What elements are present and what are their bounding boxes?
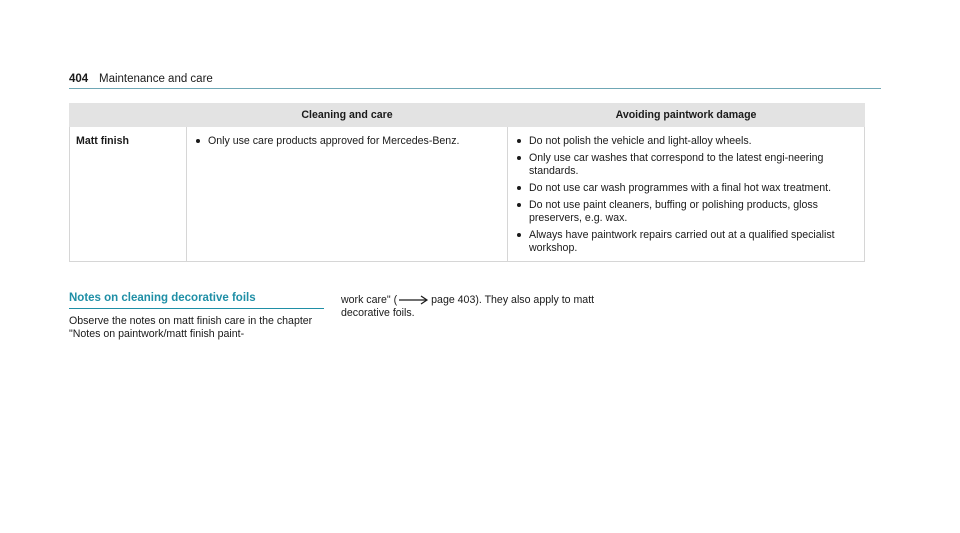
paragraph-text: work care" ( — [341, 294, 398, 306]
avoiding-cell — [508, 127, 865, 262]
page-reference-link[interactable]: page 403). They also apply to matt decorative foils. — [341, 294, 595, 319]
notes-heading: Notes on cleaning decorative foils — [69, 292, 324, 309]
table-header-avoiding: Avoiding paintwork damage — [508, 104, 865, 127]
list-item: Always have paintwork repairs carried out at a qualified specialist workshop. — [514, 229, 858, 255]
table-row — [70, 127, 865, 262]
page-header — [69, 71, 881, 89]
cleaning-cell — [187, 127, 508, 262]
long-right-arrow-icon[interactable] — [399, 295, 429, 305]
row-label-matt-finish: Matt finish — [70, 127, 187, 262]
notes-paragraph-1: Observe the notes on matt finish care in the chapter "Notes on paintwork/matt finish paint- — [69, 315, 313, 340]
list-item: Do not use paint cleaners, buffing or polishing products, gloss preservers, e.g. wax. — [514, 199, 858, 225]
avoiding-list — [514, 135, 858, 255]
cleaning-list — [193, 135, 501, 148]
list-item: Only use car washes that correspond to the latest engi-neering standards. — [514, 152, 858, 178]
table-header-row — [70, 104, 865, 127]
table-header-cleaning: Cleaning and care — [187, 104, 508, 127]
list-item: Do not polish the vehicle and light-alloy wheels. — [514, 135, 858, 148]
care-table — [69, 103, 865, 262]
page-number: 404 — [69, 73, 89, 85]
table-header-empty — [70, 104, 187, 127]
list-item: Only use care products approved for Mercedes-Benz. — [193, 135, 501, 148]
notes-paragraph-2 — [341, 294, 606, 319]
section-title: Maintenance and care — [99, 73, 213, 85]
list-item: Do not use car wash programmes with a final hot wax treatment. — [514, 182, 858, 195]
header-rule — [69, 88, 881, 89]
